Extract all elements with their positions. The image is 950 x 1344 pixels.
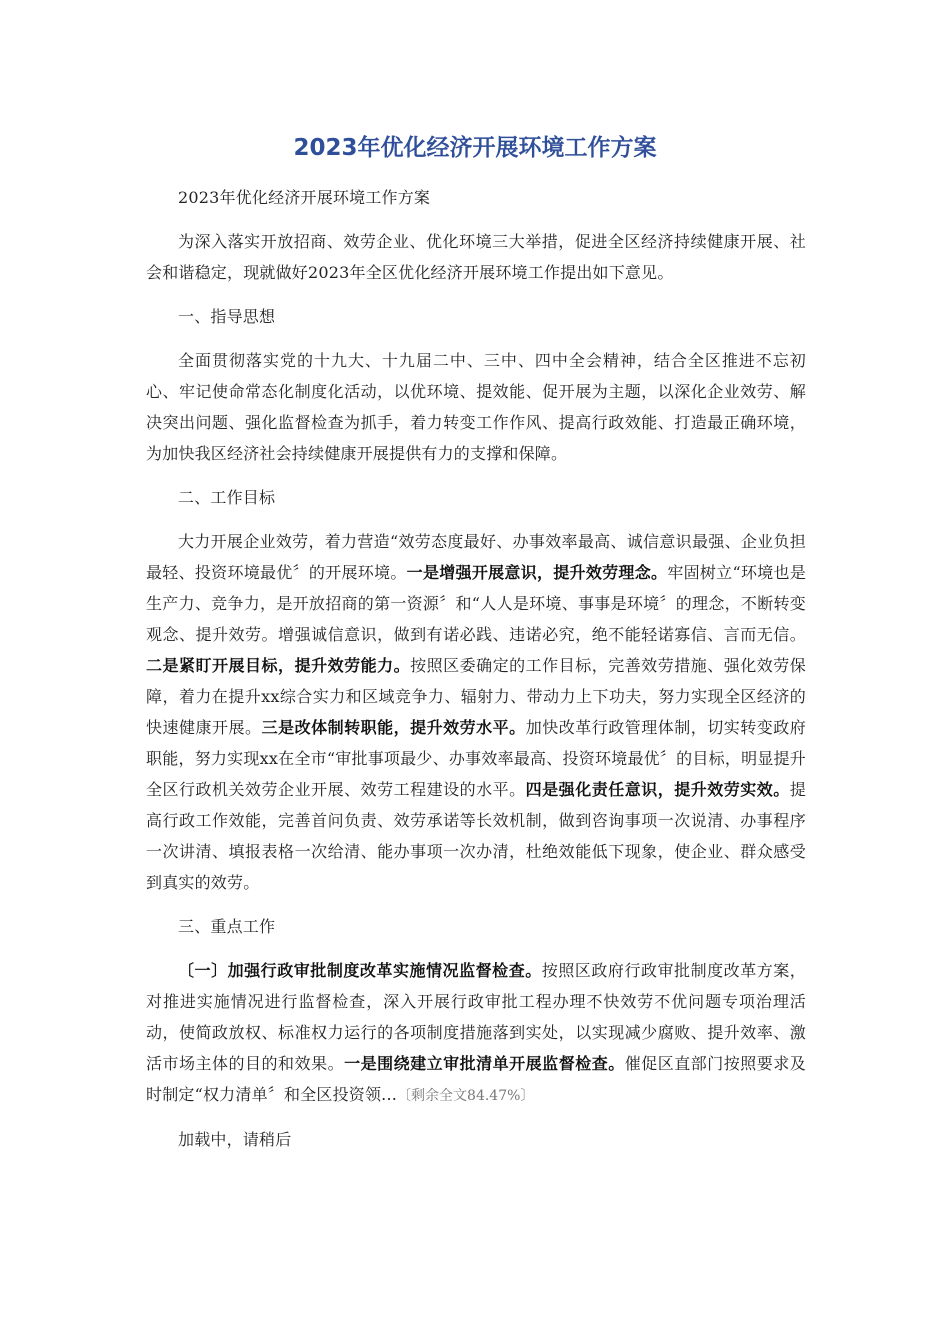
- section-heading-key-work: 三、重点工作: [178, 917, 276, 936]
- remaining-text-link[interactable]: 〔剩余全文84.47%〕: [397, 1088, 535, 1104]
- work-goals-paragraph: [146, 526, 806, 898]
- document-title: 2023年优化经济开展环境工作方案: [293, 135, 657, 161]
- goals-bold-1: 一是增强开展意识，提升效劳理念。: [406, 563, 668, 582]
- key-work-bold-1: 〔一〕加强行政审批制度改革实施情况监督检查。: [178, 961, 542, 980]
- key-work-text-1: 按照区政府行政审批制度改革方案，对推进实施情况进行监督检查，深入开展行政审批工程办理不快效劳不优问题专项治理活动，使简政放权、标准权力运行的各项制度措施落到实处，以实现减少腐败、提升效率、激活市场主体的目的和效果。: [146, 961, 807, 1073]
- goals-text-4: 加快改革行政管理体制，切实转变政府职能，努力实现xx在全市“审批事项最少、办事效率最高、投资环境最优〞的目标，明显提升全区行政机关效劳企业开展、效劳工程建设的水平。: [146, 718, 807, 799]
- key-work-bold-2: 一是围绕建立审批清单开展监督检查。: [344, 1054, 625, 1073]
- goals-bold-4: 四是强化责任意识，提升效劳实效。: [525, 780, 790, 799]
- loading-status: 加载中，请稍后: [178, 1130, 292, 1149]
- subtitle-paragraph: 2023年优化经济开展环境工作方案: [178, 188, 431, 207]
- intro-paragraph: 为深入落实开放招商、效劳企业、优化环境三大举措，促进全区经济持续健康开展、社会和谐稳定，现就做好2023年全区优化经济开展环境工作提出如下意见。: [146, 232, 806, 282]
- key-work-text-2: 催促区直部门按照要求及时制定“权力清单〞和全区投资领...: [146, 1054, 806, 1104]
- goals-bold-3: 三是改体制转职能，提升效劳水平。: [261, 718, 526, 737]
- section-heading-guiding-ideology: 一、指导思想: [178, 307, 276, 326]
- section-heading-work-goals: 二、工作目标: [178, 488, 276, 507]
- goals-text-3: 按照区委确定的工作目标，完善效劳措施、强化效劳保障，着力在提升xx综合实力和区域竞争力、辐射力、带动力上下功夫，努力实现全区经济的快速健康开展。: [146, 656, 806, 737]
- guiding-ideology-paragraph: 全面贯彻落实党的十九大、十九届二中、三中、四中全会精神，结合全区推进不忘初心、牢记使命常态化制度化活动，以优环境、提效能、促开展为主题，以深化企业效劳、解决突出问题、强化监督检查为抓手，着力转变工作作风、提高行政效能、打造最正确环境，为加快我区经济社会持续健康开展提供有力的支撑和保障。: [146, 351, 806, 463]
- goals-bold-2: 二是紧盯开展目标，提升效劳能力。: [146, 656, 411, 675]
- goals-text-5: 提高行政工作效能，完善首问负责、效劳承诺等长效机制，做到咨询事项一次说清、办事程序一次讲清、填报表格一次给清、能办事项一次办清，杜绝效能低下现象，使企业、群众感受到真实的效劳。: [146, 780, 806, 892]
- document-body: [146, 182, 806, 1112]
- goals-text-1: 大力开展企业效劳，着力营造“效劳态度最好、办事效率最高、诚信意识最强、企业负担最轻、投资环境最优〞的开展环境。: [146, 532, 806, 582]
- goals-text-2: 牢固树立“环境也是生产力、竞争力，是开放招商的第一资源〞和“人人是环境、事事是环境〞的理念，不断转变观念、提升效劳。增强诚信意识，做到有诺必践、违诺必究，绝不能轻诺寡信、言而无信。: [146, 563, 807, 644]
- key-work-paragraph: [146, 955, 806, 1112]
